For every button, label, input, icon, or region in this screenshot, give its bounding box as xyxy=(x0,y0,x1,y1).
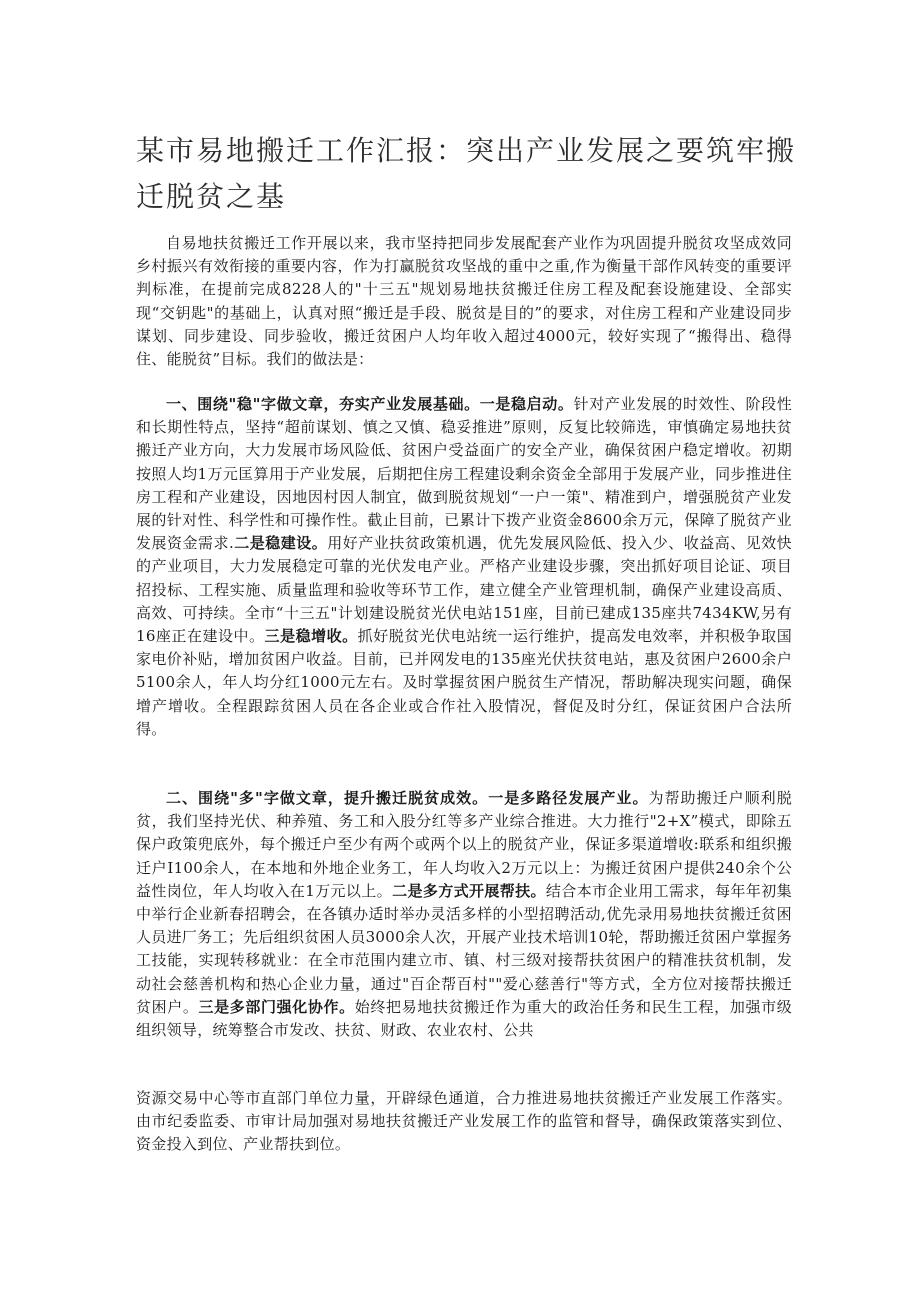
paragraph-intro xyxy=(136,232,792,371)
paragraph-text: 始终把易地扶贫搬迁作为重大的政治任务和民生工程，加强市级组织领导，统筹整合市发改、扶贫、财政、农业农村、公共 xyxy=(136,997,792,1040)
subsection-heading: 二是多方式开展帮扶。 xyxy=(392,881,546,900)
paragraph-section-one xyxy=(136,393,792,741)
paragraph-text: 针对产业发展的时效性、阶段性和长期性特点，坚持“超前谋划、慎之又慎、稳妥推进”原则，反复比较筛选，审慎确定易地扶贫搬迁产业方向，大力发展市场风险低、贫困户受益面广的安全产业，确保贫困户稳定增收。初期按照人均1万元匡算用于产业发展，后期把住房工程建设剩余资金全部用于发展产业，同步推进住房工程和产业建设，因地因村因人制宜，做到脱贫规划“一户一策"、精准到户，增强脱贫产业发展的针对性、科学性和可操作性。截止目前，已累计下拨产业资金8600余万元，保障了脱贫产业发展资金需求. xyxy=(136,395,793,553)
section-one-heading: 一、围绕"稳"字做文章，夯实产业发展基础。一是稳启动。 xyxy=(166,395,574,413)
section-two-heading: 二、围绕"多"字做文章，提升搬迁脱贫成效。一是多路径发展产业。 xyxy=(166,789,649,807)
document-title: 某市易地搬迁工作汇报：突出产业发展之要筑牢搬迁脱贫之基 xyxy=(136,134,797,213)
paragraph-text: 抓好脱贫光伏电站统一运行维护，提高发电效率，并积极争取国家电价补贴，增加贫困户收益。目前，已并网发电的135座光伏扶贫电站，惠及贫困户2600余户5100余人，年人均分红1000元左右。及时掌握贫困户脱贫生产情况，帮助解决现实问题，确保增产增收。全程跟踪贫困人员在各企业或合作社入股情况，督促及时分红，保证贫困户合法所得。 xyxy=(136,627,792,738)
paragraph-section-two xyxy=(136,787,792,1042)
subsection-heading: 三是多部门强化协作。 xyxy=(198,997,355,1016)
paragraph-text: 结合本市企业用工需求，每年年初集中举行企业新春招聘会，在各镇办适时举办灵活多样的小型招聘活动,优先录用易地扶贫搬迁贫困人员进厂务工；先后组织贫困人员3000余人次，开展产业技术培训10轮，帮助搬迁贫困户掌握务工技能，实现转移就业：在全市范围内建立市、镇、村三级对接帮扶贫困户的精准扶贫机制，发动社会慈善机构和热心企业力量，通过"百企帮百村""爱心慈善行"等方式，全方位对接帮扶搬迁贫困户。 xyxy=(136,881,792,1016)
paragraph-text: 资源交易中心等市直部门单位力量，开辟绿色通道，合力推进易地扶贫搬迁产业发展工作落实。由市纪委监委、市审计局加强对易地扶贫搬迁产业发展工作的监管和督导，确保政策落实到位、资金投入到位、产业帮扶到位。 xyxy=(136,1089,792,1154)
paragraph-text: 自易地扶贫搬迁工作开展以来，我市坚持把同步发展配套产业作为巩固提升脱贫攻坚成效同乡村振兴有效衔接的重要内容，作为打赢脱贫攻坚战的重中之重,作为衡量干部作风转变的重要评判标准，在提前完成8228人的"十三五"规划易地扶贫搬迁住房工程及配套设施建设、全部实现“交钥匙"的基础上，认真对照“搬迁是手段、脱贫是目的”的要求，对住房工程和产业建设同步谋划、同步建设、同步验收，搬迁贫困户人均年收入超过4000元，较好实现了“搬得出、稳得住、能脱贫”目标。我们的做法是： xyxy=(136,234,792,369)
paragraph-text: 为帮助搬迁户顺利脱贫，我们坚持光伏、种养殖、务工和入股分红等多产业综合推进。大力推行"2+X”模式，即除五保户政策兜底外，每个搬迁户至少有两个或两个以上的脱贫产业，保证多渠道增收:联系和组织搬迁户I100余人，在本地和外地企业务工，年人均收入2万元以上：为搬迁贫困户提供240余个公益性岗位，年人均收入在1万元以上。 xyxy=(136,789,793,900)
subsection-heading: 三是稳增收。 xyxy=(264,627,358,646)
paragraph-text: 用好产业扶贫政策机遇，优先发展风险低、投入少、收益高、见效快的产业项目，大力发展稳定可靠的光伏发电产业。严格产业建设步骤，突出抓好项目论证、项目招投标、工程实施、质量监理和验收等环节工作，建立健全产业管理机制，确保产业建设高质、高效、可持续。全市“十三五"计划建设脱贫光伏电站151座，目前已建成135座共7434KW,另有16座正在建设中。 xyxy=(136,534,792,646)
subsection-heading: 二是稳建设。 xyxy=(234,534,328,553)
paragraph-continuation xyxy=(136,1087,792,1157)
